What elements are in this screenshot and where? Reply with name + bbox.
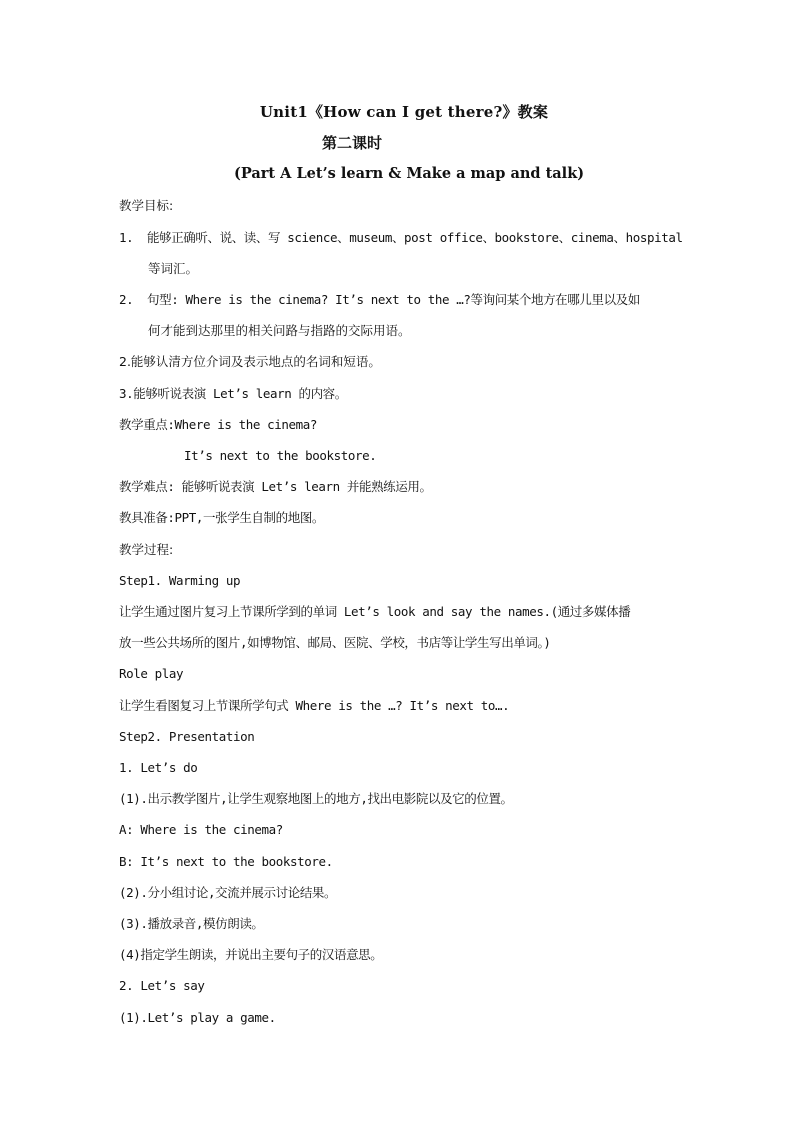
paragraph-line: (2).分小组讨论,交流并展示讨论结果。 <box>119 885 337 900</box>
section-heading: 教学过程: <box>119 542 174 557</box>
section-heading: 教学目标: <box>119 198 174 213</box>
step-heading: Step1. Warming up <box>119 573 241 588</box>
subsection-heading: 1. Let’s do <box>119 760 198 775</box>
lesson-subtitle: 第二课时 <box>322 134 383 152</box>
list-text: 能够正确听、说、读、写 science、museum、post office、bookstore、cinema、hospital <box>147 230 683 245</box>
dialogue-line: B: It’s next to the bookstore. <box>119 854 333 869</box>
key-points-answer: It’s next to the bookstore. <box>184 448 377 463</box>
paragraph-line: (1).出示教学图片,让学生观察地图上的地方,找出电影院以及它的位置。 <box>119 791 513 806</box>
paragraph-line: 让学生看图复习上节课所学句式 Where is the …? It’s next to…. <box>119 698 510 713</box>
list-number: 1. <box>119 230 134 245</box>
subsection-heading: 2. Let’s say <box>119 978 205 993</box>
dialogue-line: A: Where is the cinema? <box>119 822 283 837</box>
document-title: Unit1《How can I get there?》教案 <box>259 103 549 121</box>
paragraph-line: (4)指定学生朗读，并说出主要句子的汉语意思。 <box>119 947 383 962</box>
step-heading: Step2. Presentation <box>119 729 255 744</box>
list-item <box>119 292 640 308</box>
paragraph-line: (3).播放录音,模仿朗读。 <box>119 916 264 931</box>
paragraph-line: 3.能够听说表演 Let’s learn 的内容。 <box>119 386 347 401</box>
list-text: 句型: Where is the cinema? It’s next to the …?等询问某个地方在哪儿里以及如 <box>147 292 640 307</box>
list-continuation: 等词汇。 <box>148 261 199 276</box>
part-heading: (Part A Let’s learn & Make a map and talk) <box>234 165 585 182</box>
list-item <box>119 230 683 246</box>
key-points-line: 教学重点:Where is the cinema? <box>119 417 318 432</box>
difficulty-line: 教学难点: 能够听说表演 Let’s learn 并能熟练运用。 <box>119 479 432 494</box>
paragraph-line: 2.能够认清方位介词及表示地点的名词和短语。 <box>119 354 381 369</box>
list-continuation: 何才能到达那里的相关问路与指路的交际用语。 <box>148 323 411 338</box>
paragraph-line: 让学生通过图片复习上节课所学到的单词 Let’s look and say the names.(通过多媒体播 <box>119 604 631 619</box>
paragraph-line: 放一些公共场所的图片,如博物馆、邮局、医院、学校，书店等让学生写出单词。) <box>119 635 551 650</box>
paragraph-line: Role play <box>119 666 184 681</box>
paragraph-line: (1).Let’s play a game. <box>119 1010 276 1025</box>
materials-line: 教具准备:PPT,一张学生自制的地图。 <box>119 510 325 525</box>
list-number: 2. <box>119 292 134 307</box>
